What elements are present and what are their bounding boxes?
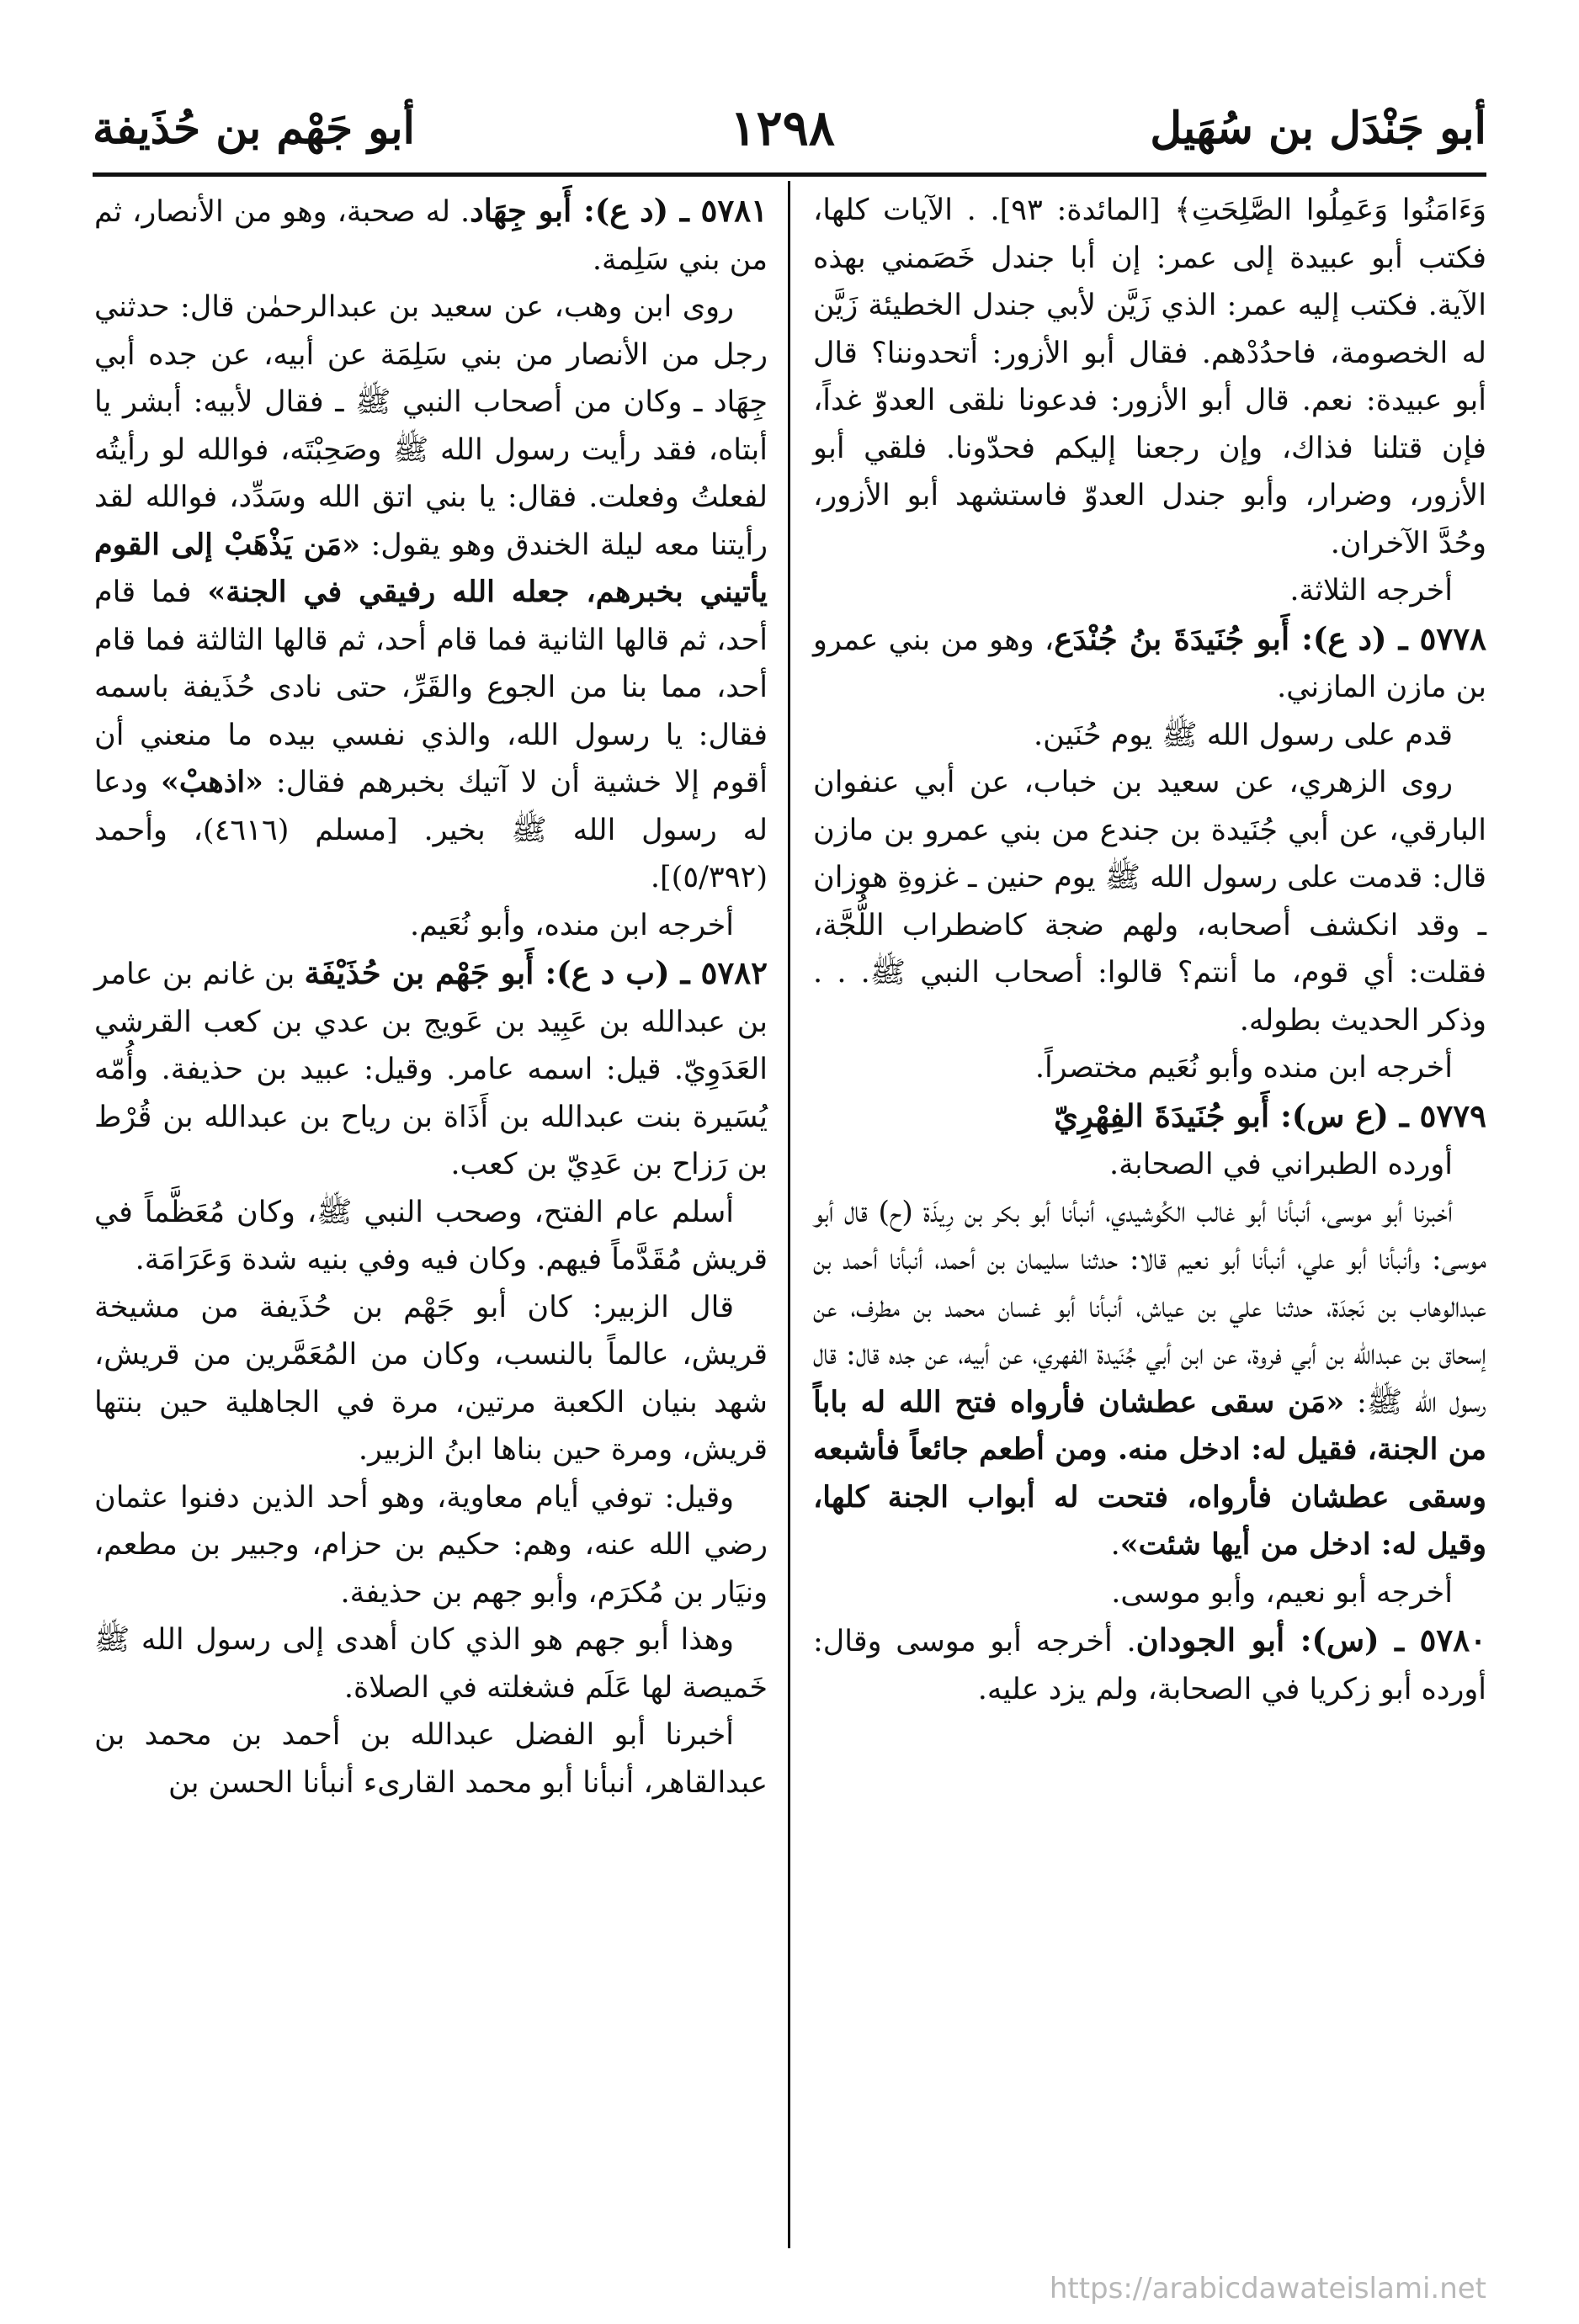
entry-5778 [813, 615, 1486, 712]
right-column [813, 187, 1486, 1713]
paragraph: أخرجه الثلاثة. [1289, 574, 1453, 608]
paragraph: وقيل: توفي أيام معاوية، وهو أحد الذين دفنوا عثمان رضي الله عنه، وهم: حكيم بن حزام، وجبير بن مطعم، ونيَار بن مُكرَم، وأبو جهم بن حذيفة. [94, 1480, 768, 1610]
page-header [93, 77, 1486, 178]
header-left-title: أبو جَهْم بن حُذَيفة [93, 102, 415, 154]
paragraph: وهذا أبو جهم هو الذي كان أهدى إلى رسول الله ﷺ خَميصة لها عَلَم فشغلته في الصلاة. [94, 1623, 768, 1705]
paragraph: وَءَامَنُوا وَعَمِلُوا الصَّلِحَتِ﴾ [المائدة: ٩٣]. . الآيات كلها، فكتب أبو عبيدة إلى عمر: إن أبا جندل خَصَمني بهذه الآية. فكتب إليه عمر: الذي زَيَّن لأبي جندل الخطيئة زَيَّن له الخصومة، فاحدُدْهم. فقال أبو الأزور: أتحدوننا؟ قال أبو عبيدة: نعم. قال أبو الأزور: فدعونا نلقى العدوّ غداً، فإن قتلنا فذاك، وإن رجعنا إليكم فحدّونا. فلقي أبو الأزور، وضرار، وأبو جندل العدوّ فاستشهد أبو الأزور، وحُدَّ الآخران. [813, 194, 1486, 560]
watermark-url: https://arabicdawateislami.net [1049, 2272, 1486, 2305]
paragraph: أسلم عام الفتح، وصحب النبي ﷺ، وكان مُعَظَّماً في قريش مُقَدَّماً فيهم. وكان فيه وفي بنيه شدة وَعَرَامَة. [94, 1195, 768, 1276]
entry-5779 [813, 1092, 1486, 1142]
entry-text: . أخرجه أبو موسى وقال: أورده أبو زكريا في الصحابة، ولم يزد عليه. [813, 1625, 1486, 1706]
entry-text: بن غانم بن عامر بن عبدالله بن عَبِيد بن عَويج بن عدي بن كعب القرشي العَدَوِيّ. قيل: اسمه عامر. وقيل: عبيد بن حذيفة. وأُمّه يُسَيرة بنت عبدالله بن أَذَاة بن رياح بن عبدالله بن قُرْط بن رَزاح بن عَدِيّ بن كعب. [94, 958, 768, 1181]
header-right-title: أبو جَنْدَل بن سُهَيل [1150, 102, 1486, 154]
entry-heading: ٥٧٧٨ ـ (د ع): أَبو جُنَيدَةَ بنُ جُنْدَع [1054, 619, 1487, 657]
hadith-command: «اذهبْ» [161, 765, 263, 799]
paragraph: أورده الطبراني في الصحابة. [1109, 1148, 1453, 1181]
entry-text: ، وهو من بني عمرو بن مازن المازني. [813, 623, 1486, 704]
narration-text: فما قام أحد، ثم قالها الثانية فما قام أحد، ثم قالها الثالثة فما قام أحد، مما بنا من الجوع والقَرِّ، حتى نادى حُذَيفة باسمه فقال: يا رسول الله، والذي نفسي بيده ما منعني أن أقوم إلا خشية أن لا آتيك بخبرهم فقال: [94, 576, 768, 799]
left-column [94, 187, 768, 1807]
paragraph: قال الزبير: كان أبو جَهْم بن حُذَيفة من مشيخة قريش، عالماً بالنسب، وكان من المُعَمَّرين من قريش، شهد بنيان الكعبة مرتين، مرة في الجاهلية حين بنتها قريش، ومرة حين بناها ابنُ الزبير. [94, 1290, 768, 1467]
entry-heading: ٥٧٨٠ ـ (س): أبو الجودان [1135, 1621, 1486, 1658]
column-divider [788, 181, 790, 2248]
hadith-end: . [1110, 1528, 1120, 1562]
entry-heading: ٥٧٧٩ ـ (ع س): أَبو جُنَيدَةَ الفِهْرِيّ [1054, 1096, 1486, 1134]
paragraph: أخرجه ابن منده، وأبو نُعَيم. [409, 908, 734, 942]
paragraph: أخرجه أبو نعيم، وأبو موسى. [1111, 1575, 1453, 1610]
paragraph [813, 1189, 1486, 1569]
isnad-text: أخبرنا أبو موسى، أنبأنا أبو غالب الكُوشيدي، أنبأنا أبو بكر بن رِيذَة (ح) قال أبو موسى: وأنبأنا أبو علي، أنبأنا أبو نعيم قالا: حدثنا سليمان بن أحمد، أنبأنا أحمد بن عبدالوهاب بن نَجدَة، حدثنا علي بن عياش، أنبأنا أبو غسان محمد بن مطرف، عن إسحاق بن عبدالله بن أبي فروة، عن ابن أبي جُنَيدة الفهري، عن أبيه، عن جده قال: قال رسول الله ﷺ: [813, 1195, 1486, 1419]
paragraph [94, 284, 768, 902]
narration-text: ودعا له رسول الله ﷺ بخير. [مسلم (٤٦١٦)، وأحمد (٥/٣٩٢)]. [94, 766, 768, 894]
page-number: ١٢٩٨ [730, 99, 835, 157]
paragraph: قدم على رسول الله ﷺ يوم حُنَين. [1034, 718, 1453, 752]
paragraph: أخرجه ابن منده وأبو نُعَيم مختصراً. [1034, 1051, 1453, 1085]
entry-5780 [813, 1616, 1486, 1713]
paragraph: روى الزهري، عن سعيد بن خباب، عن أبي عنفوان البارقي، عن أبي جُنَيدة بن جندع من بني عمرو بن مازن قال: قدمت على رسول الله ﷺ يوم حنين ـ غزوةِ هوزان ـ وقد انكشف أصحابه، ولهم ضجة كاضطراب اللُّجَّة، فقلت: أي قوم، ما أنتم؟ قالوا: أصحاب النبي ﷺ. . . وذكر الحديث بطوله. [813, 766, 1486, 1037]
entry-text: . له صحبة، وهو من الأنصار، ثم من بني سَلِمة. [94, 195, 768, 277]
paragraph: أخبرنا أبو الفضل عبدالله بن أحمد بن محمد بن عبدالقاهر، أنبأنا أبو محمد القارىء أنبأنا الحسن بن [94, 1718, 768, 1800]
entry-heading: ٥٧٨١ ـ (د ع): أَبو جِهَاد [470, 192, 768, 229]
narration-text: روى ابن وهب، عن سعيد بن عبدالرحمٰن قال: حدثني رجل من الأنصار من بني سَلِمَة عن أبيه، عن جده أبي جِهَاد ـ وكان من أصحاب النبي ﷺ ـ فقال لأبيه: أبشر يا أبتاه، فقد رأيت رسول الله ﷺ وصَحِبْتَه، فوالله لو رأيتُه لفعلتُ وفعلت. فقال: يا بني اتق الله وسَدِّد، فوالله لقد رأيتنا معه ليلة الخندق وهو يقول: [94, 290, 768, 562]
entry-5781 [94, 187, 768, 284]
entry-heading: ٥٧٨٢ ـ (ب د ع): أَبو جَهْم بن حُذَيْفَة [304, 954, 768, 991]
hadith-text: «مَن يَذْهَبْ إلى القوم يأتيني بخبرهم، جعله الله رفيقي في الجنة» [94, 527, 768, 609]
hadith-text: «مَن سقى عطشان فأرواه فتح الله له باباً من الجنة، فقيل له: ادخل منه. ومن أطعم جائعاً فأشبعه وسقى عطشان فأرواه، فتحت له أبواب الجنة كلها، وقيل له: ادخل من أيها شئت» [813, 1384, 1486, 1562]
header-rule [93, 172, 1486, 177]
entry-5782 [94, 949, 768, 1189]
